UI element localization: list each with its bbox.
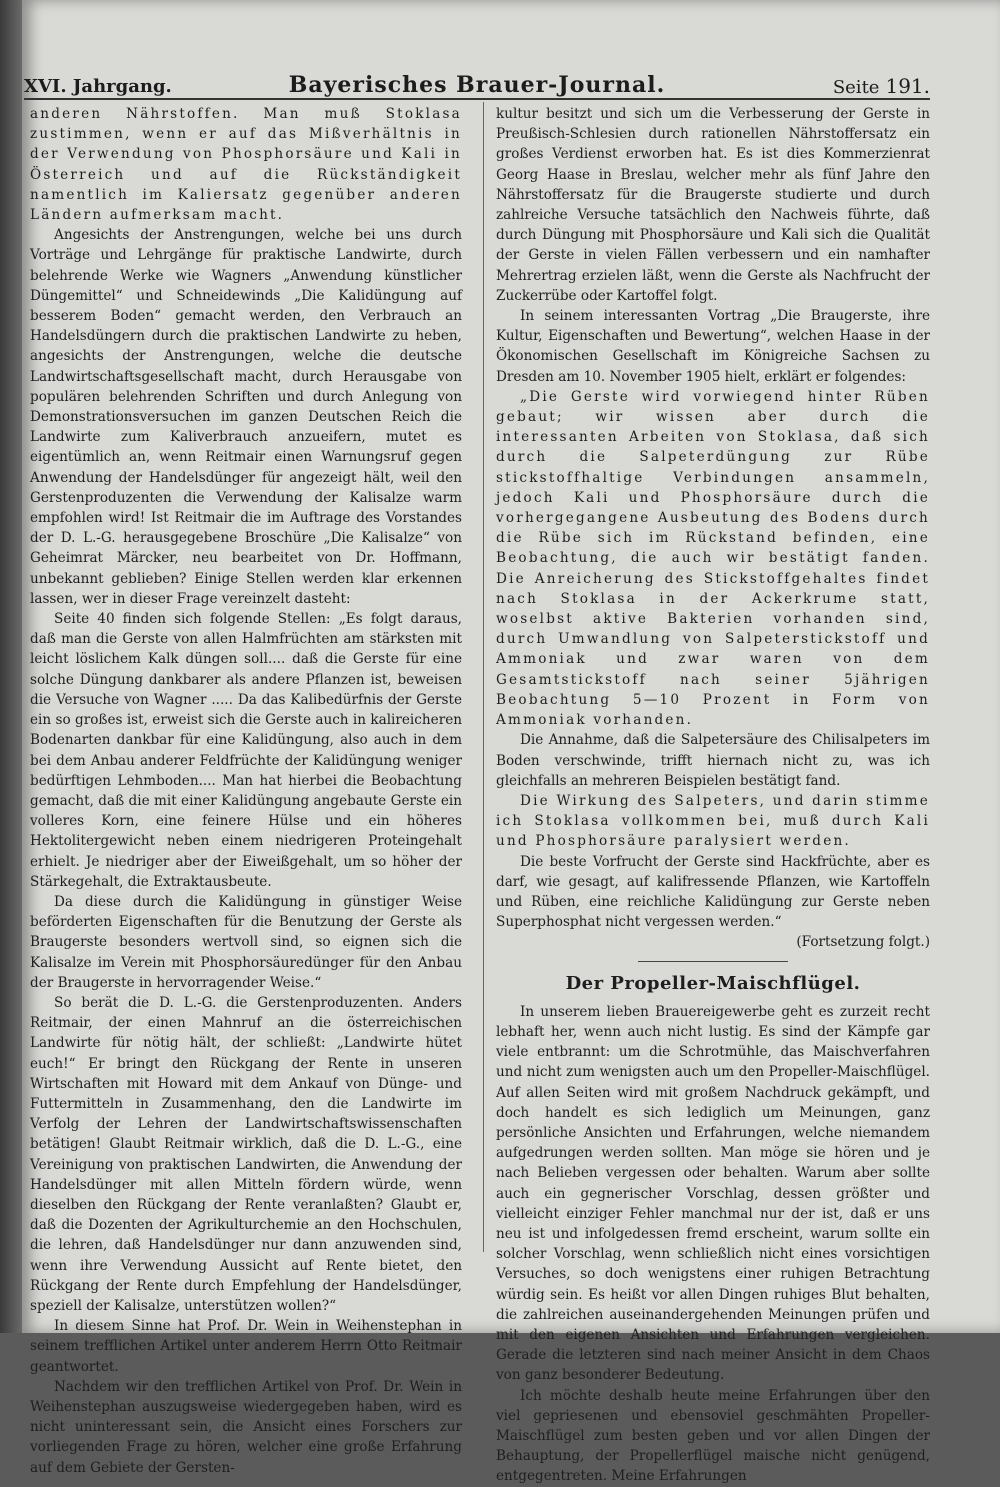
volume-label: XVI. Jahrgang.: [24, 76, 172, 97]
continuation-note: (Fortsetzung folgt.): [796, 934, 930, 951]
page-header: [24, 70, 930, 100]
page-number: 191.: [885, 74, 930, 98]
paragraph: Angesichts der Anstrengungen, welche bei uns durch Vorträge und Lehrgänge für praktische Landwirte, durch belehrende Werke wie Wagners „Anwendung künstlicher Düngemittel“ und Schneidewinds „Die Kalidüngung auf besserem Boden“ gemacht werden, den Verbrauch an Handelsdüngern durch die praktischen Landwirte zu heben, angesichts der Anstrengungen, welche die deutsche Landwirtschaftsgesellschaft macht, durch Herausgabe von populären belehrenden Schriften und durch Anlegung von Demonstrationsversuchen im ganzen Deutschen Reich die Landwirte zum Kaliverbrauch anzueifern, mutet es eigentümlich an, wenn Reitmair einen Warnungsruf gegen Anwendung der Handelsdünger für angezeigt hält, weil den Gerstenproduzenten die Verwendung der Kalisalze warm empfohlen wird! Ist Reitmair die im Auftrage des Vorstandes der D. L.-G. herausgegebene Broschüre „Die Kalisalze“ von Geheimrat Märcker, neu bearbeitet von Dr. Hoffmann, unbekannt geblieben? Einige Stellen werden klar erkennen lassen, wer in dieser Frage vereinzelt dasteht:: [30, 227, 462, 607]
article-continuation: [496, 104, 930, 932]
continuation-note-line: [496, 932, 930, 952]
paragraph: anderen Nährstoffen. Man muß Stoklasa zustimmen, wenn er auf das Mißverhältnis in der Verwendung von Phosphorsäure und Kali in Österreich und auf die Rückständigkeit namentlich im Kaliersatz gegenüber anderen Ländern aufmerksam macht.: [30, 106, 462, 224]
paragraph: Nachdem wir den trefflichen Artikel von Prof. Dr. Wein in Weihenstephan auszugsweise wiedergegeben haben, wird es nicht uninteressant sein, die Ansicht eines Forschers zur vorliegenden Frage zu hören, welcher eine große Erfahrung auf dem Gebiete der Gersten-: [30, 1378, 462, 1476]
page-label: Seite: [832, 77, 880, 98]
left-column: [30, 104, 462, 1478]
paragraph: Seite 40 finden sich folgende Stellen: „Es folgt daraus, daß man die Gerste von allen Halmfrüchten am stärksten mit leicht löslichem Kalk düngen soll.... daß die Gerste für eine solche Düngung dankbarer als andere Pflanzen ist, beweisen die Versuche von Wagner ..... Da das Kalibedürfnis der Gerste ein so großes ist, erweist sich die Gerste auch in kalireicheren Bodenarten dankbar für eine Kalidüngung, also auch in dem bei dem Anbau anderer Feldfrüchte der Kalidüngung weniger bedürftigen Lehmboden.... Man hat hierbei die Beobachtung gemacht, daß die mit einer Kalidüngung angebaute Gerste ein volleres Korn, eine feinere Hülse und ein höheres Hektolitergewicht neben einem niedrigeren Proteingehalt erhielt. Je niedriger aber der Eiweißgehalt, um so höher der Stärkegehalt, die Extraktausbeute.: [30, 611, 462, 890]
paragraph: Da diese durch die Kalidüngung in günstiger Weise beförderten Eigenschaften für die Benutzung der Gerste als Braugerste besonders wertvoll sind, so eignen sich die Kalisalze im Verein mit Phosphorsäuredünger für den Anbau der Braugerste in hervorragender Weise.“: [30, 893, 462, 991]
paragraph: Ich möchte deshalb heute meine Erfahrungen über den viel gepriesenen und ebensoviel geschmähten Propeller-Maischflügel zum besten geben und vor allen Dingen der Behauptung, der Propellerflügel maische nicht genügend, entgegentreten. Meine Erfahrungen: [496, 1387, 930, 1485]
paragraph: In unserem lieben Brauereigewerbe geht es zurzeit recht lebhaft her, wenn auch nicht lustig. Es sind der Kämpfe gar viele entbrannt: um die Schrotmühle, das Maischverfahren und nicht zum wenigsten auch um den Propeller-Maischflügel. Auf allen Seiten wird mit großem Nachdruck gekämpft, und doch handelt es sich lediglich um Meinungen, ganz persönliche Ansichten und Erfahrungen, welche niemandem aufgedrungen werden sollten. Man möge sie hören und je nach Belieben vergessen oder behalten. Warum aber sollte auch ein gegnerischer Vorschlag, dessen größter und vielleicht einziger Fehler manchmal nur der ist, daß er uns neu ist und infolgedessen fremd erscheint, warum sollte ein solcher Vorschlag, wenn schließlich nicht eines vorsichtigen Versuches, so doch wenigstens einer ruhigen Betrachtung würdig sein. Es heißt vor allen Dingen ruhiges Blut behalten, die zahlreichen auseinandergehenden Meinungen prüfen und mit den eigenen Ansichten und Erfahrungen vergleichen. Gerade die letzteren sind nach meiner Ansicht in dem Chaos von ganz besonderer Bedeutung.: [496, 1003, 930, 1384]
paragraph: „Die Gerste wird vorwiegend hinter Rüben gebaut; wir wissen aber durch die interessanten Arbeiten von Stoklasa, daß sich durch die Salpeterdüngung zur Rübe stickstoffhaltige Verbindungen ansammeln, jedoch Kali und Phosphorsäure durch die vorhergegangene Ausbeutung des Bodens durch die Rübe sich im Rückstand befinden, eine Beobachtung, die auch wir bestätigt fanden. Die Anreicherung des Stickstoffgehaltes findet nach Stoklasa in der Ackerkrume statt, woselbst aktive Bakterien vorhanden sind, durch Umwandlung von Salpeterstickstoff und Ammoniak und zwar waren von dem Gesamtstickstoff nach seiner 5jährigen Beobachtung 5—10 Prozent in Form von Ammoniak vorhanden.: [496, 388, 930, 729]
new-article: [496, 1002, 930, 1487]
article-divider: [638, 961, 788, 962]
binding-gutter: [0, 0, 22, 1333]
section-title: Der Propeller-Maischflügel.: [565, 972, 861, 994]
paragraph: In diesem Sinne hat Prof. Dr. Wein in Weihenstephan in seinem trefflichen Artikel unter anderem Herrn Otto Reitmair geantwortet.: [30, 1318, 462, 1375]
header-rule: [24, 98, 930, 100]
paragraph: kultur besitzt und sich um die Verbesserung der Gerste in Preußisch-Schlesien durch rationellen Nährstoffersatz ein großes Verdienst erworben hat. Es ist dies Kommerzienrat Georg Haase in Breslau, welcher mehr als fünf Jahre den Nährstoffersatz für die Braugerste studierte und durch zahlreiche Versuche tatsächlich den Nachweis führte, daß durch Düngung mit Phosphorsäure und Kali sich die Qualität der Gerste in vielen Fällen verbessern und ein namhafter Mehrertrag erzielen läßt, wenn die Gerste als Nachfrucht der Zuckerrübe oder Kartoffel folgt.: [496, 106, 930, 304]
paragraph: So berät die D. L.-G. die Gerstenproduzenten. Anders Reitmair, der einen Mahnruf an die österreichischen Landwirte für nötig hält, der schließt: „Landwirte hütet euch!“ Er bringt den Rückgang der Rente in unseren Wirtschaften mit Howard mit dem Ankauf von Dünge- und Futtermitteln in Zusammenhang, den die Landwirte im Verfolg der Lehren der Landwirtschaftswissenschaften betätigen! Glaubt Reitmair wirklich, daß die D. L.-G., eine Vereinigung von praktischen Landwirten, die Anwendung der Handelsdünger mit allen Mitteln fördern würde, wenn dieselben den Rückgang der Rente veranlaßten? Glaubt er, daß die Dozenten der Agrikulturchemie an den Hochschulen, die lehren, daß Handelsdünger nur dann anzuwenden sind, wenn ihre Verwendung Aussicht auf Rente bietet, den Rückgang der Rente durch Empfehlung der Handelsdünger, speziell der Kalisalze, unterstützen wollen?“: [30, 994, 462, 1314]
column-divider: [483, 102, 484, 1252]
journal-title: Bayerisches Brauer-Journal.: [288, 72, 666, 98]
page-number-block: [833, 74, 930, 98]
paragraph: Die beste Vorfrucht der Gerste sind Hackfrüchte, aber es darf, wie gesagt, auf kalifressende Pflanzen, wie Kartoffeln und Rüben, eine reichliche Kalidüngung zur Gerste neben Superphosphat nicht vergessen werden.“: [496, 853, 930, 931]
paragraph: In seinem interessanten Vortrag „Die Braugerste, ihre Kultur, Eigenschaften und Bewertung“, welchen Haase in der Ökonomischen Gesellschaft im Königreiche Sachsen zu Dresden am 10. November 1905 hielt, erklärt er folgendes:: [496, 308, 930, 385]
paragraph: Die Wirkung des Salpeters, und darin stimme ich Stoklasa vollkommen bei, muß durch Kali und Phosphorsäure paralysiert werden.: [496, 792, 930, 850]
right-column: [496, 104, 930, 1487]
paragraph: Die Annahme, daß die Salpetersäure des Chilisalpeters im Boden verschwinde, trifft hiernach nicht zu, was ich gleichfalls an mehreren Beispielen bestätigt fand.: [496, 732, 930, 789]
